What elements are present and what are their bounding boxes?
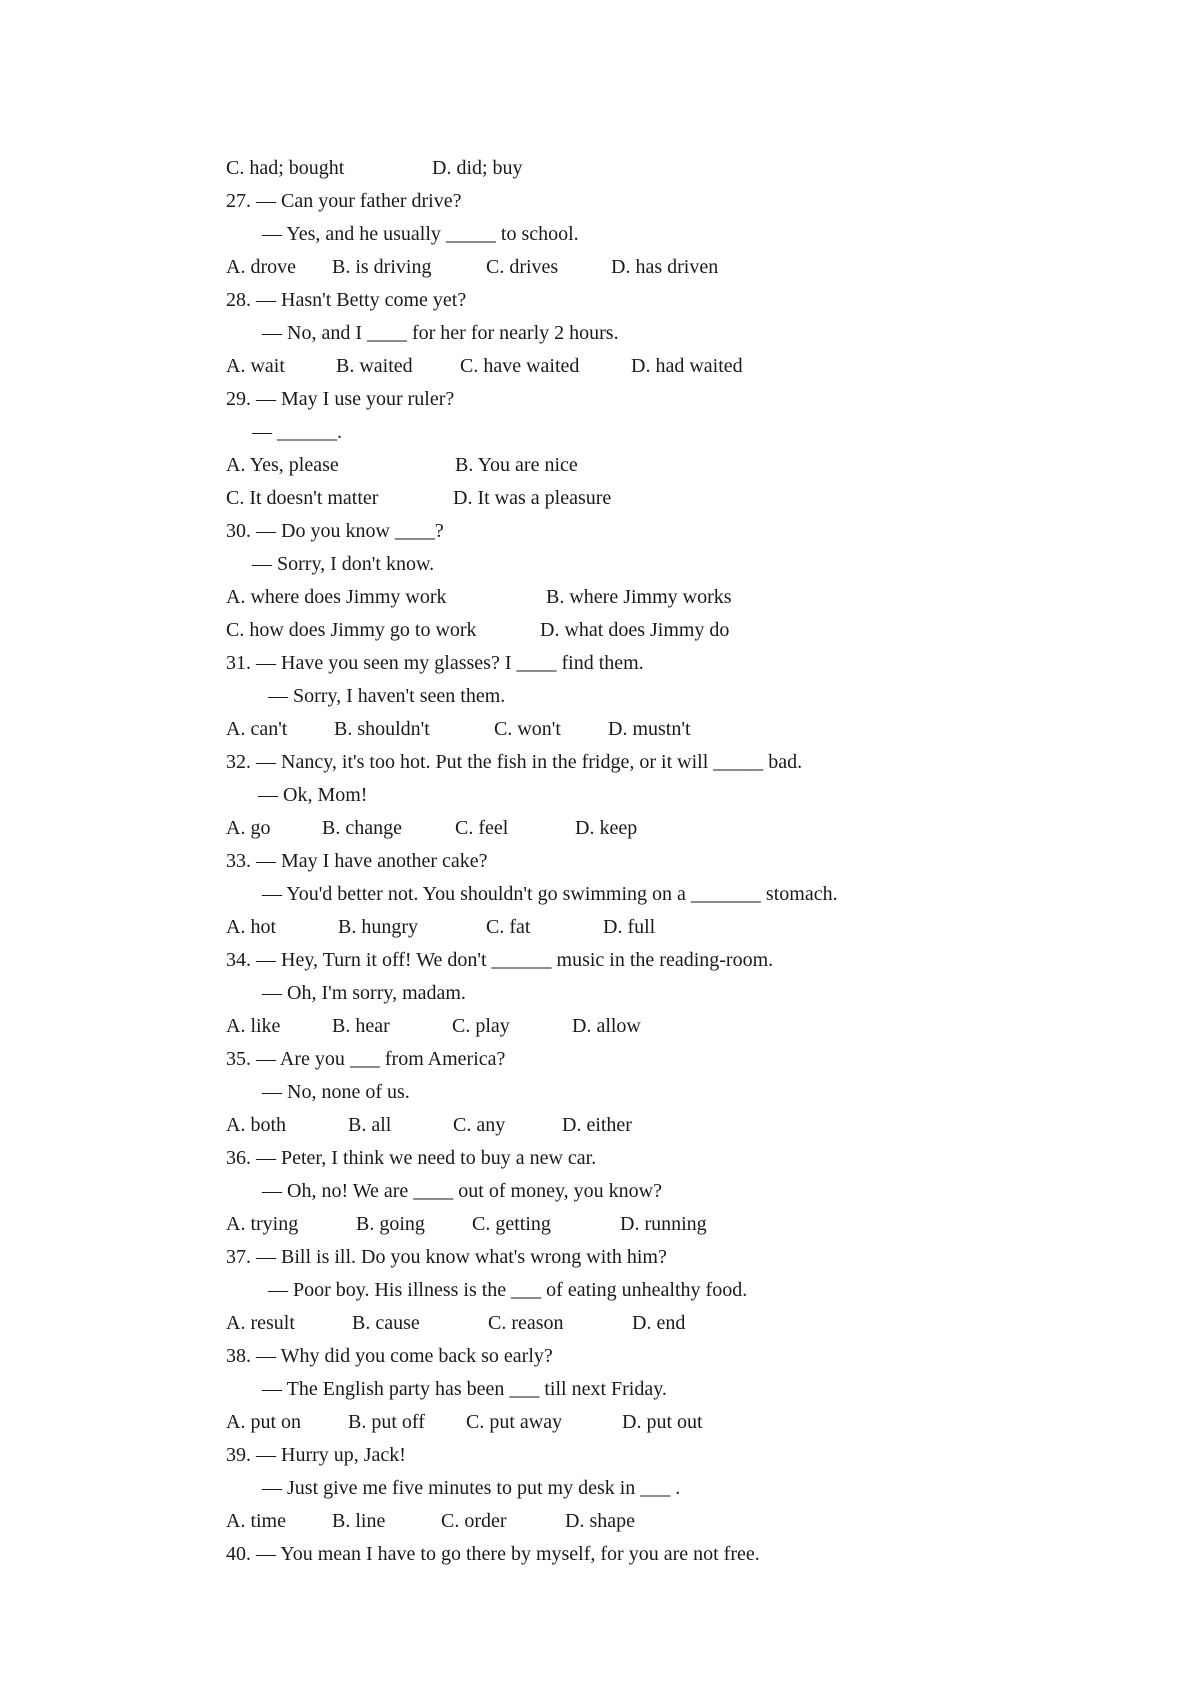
q33-response: — You'd better not. You shouldn't go swimming on a _______ stomach. — [262, 883, 838, 905]
q37-option-a: A. result — [226, 1312, 295, 1334]
q27-option-d: D. has driven — [611, 256, 719, 278]
q38-option-d: D. put out — [622, 1411, 703, 1433]
q37-response: — Poor boy. His illness is the ___ of eating unhealthy food. — [268, 1279, 748, 1301]
q36-question: 36. — Peter, I think we need to buy a new car. — [226, 1147, 597, 1169]
q31-question: 31. — Have you seen my glasses? I ____ find them. — [226, 652, 644, 674]
q36-option-b: B. going — [356, 1213, 425, 1235]
q30-option-c: C. how does Jimmy go to work — [226, 619, 477, 641]
q35-option-b: B. all — [348, 1114, 392, 1136]
q36-option-d: D. running — [620, 1213, 707, 1235]
q37-option-d: D. end — [632, 1312, 686, 1334]
q34-option-a: A. like — [226, 1015, 281, 1037]
q27-option-a: A. drove — [226, 256, 296, 278]
q31-response: — Sorry, I haven't seen them. — [268, 685, 506, 707]
q38-option-a: A. put on — [226, 1411, 301, 1433]
q30-option-a: A. where does Jimmy work — [226, 586, 447, 608]
q36-option-c: C. getting — [472, 1213, 551, 1235]
q33-option-a: A. hot — [226, 916, 276, 938]
q28-option-a: A. wait — [226, 355, 285, 377]
q32-option-b: B. change — [322, 817, 402, 839]
q32-response: — Ok, Mom! — [258, 784, 368, 806]
q29-response: — ______. — [252, 421, 342, 443]
q37-question: 37. — Bill is ill. Do you know what's wrong with him? — [226, 1246, 667, 1268]
q35-option-c: C. any — [453, 1114, 506, 1136]
q32-option-d: D. keep — [575, 817, 638, 839]
q28-question: 28. — Hasn't Betty come yet? — [226, 289, 467, 311]
q28-response: — No, and I ____ for her for nearly 2 hours. — [262, 322, 619, 344]
q28-option-b: B. waited — [336, 355, 413, 377]
q39-option-c: C. order — [441, 1510, 507, 1532]
q32-option-c: C. feel — [455, 817, 509, 839]
q31-option-a: A. can't — [226, 718, 288, 740]
q35-option-a: A. both — [226, 1114, 286, 1136]
q29-question: 29. — May I use your ruler? — [226, 388, 455, 410]
q27-option-c: C. drives — [486, 256, 559, 278]
q38-question: 38. — Why did you come back so early? — [226, 1345, 553, 1367]
q26-option-d: D. did; buy — [432, 157, 523, 179]
q31-option-d: D. mustn't — [608, 718, 691, 740]
q39-option-a: A. time — [226, 1510, 286, 1532]
q32-question: 32. — Nancy, it's too hot. Put the fish in the fridge, or it will _____ bad. — [226, 751, 803, 773]
q35-option-d: D. either — [562, 1114, 632, 1136]
q28-option-d: D. had waited — [631, 355, 743, 377]
q31-option-b: B. shouldn't — [334, 718, 430, 740]
q38-option-c: C. put away — [466, 1411, 563, 1433]
q30-question: 30. — Do you know ____? — [226, 520, 444, 542]
q39-option-b: B. line — [332, 1510, 386, 1532]
q28-option-c: C. have waited — [460, 355, 580, 377]
q37-option-c: C. reason — [488, 1312, 564, 1334]
q35-response: — No, none of us. — [262, 1081, 410, 1103]
q30-option-b: B. where Jimmy works — [546, 586, 732, 608]
q33-question: 33. — May I have another cake? — [226, 850, 488, 872]
q35-question: 35. — Are you ___ from America? — [226, 1048, 506, 1070]
q34-option-d: D. allow — [572, 1015, 641, 1037]
q29-option-c: C. It doesn't matter — [226, 487, 379, 509]
q27-response: — Yes, and he usually _____ to school. — [262, 223, 579, 245]
q34-option-b: B. hear — [332, 1015, 390, 1037]
q34-question: 34. — Hey, Turn it off! We don't ______ music in the reading-room. — [226, 949, 774, 971]
q33-option-c: C. fat — [486, 916, 531, 938]
q30-option-d: D. what does Jimmy do — [540, 619, 730, 641]
q31-option-c: C. won't — [494, 718, 561, 740]
q34-response: — Oh, I'm sorry, madam. — [262, 982, 466, 1004]
q26-option-c: C. had; bought — [226, 157, 345, 179]
q38-response: — The English party has been ___ till next Friday. — [262, 1378, 667, 1400]
q30-response: — Sorry, I don't know. — [252, 553, 435, 575]
q39-response: — Just give me five minutes to put my desk in ___ . — [262, 1477, 681, 1499]
q39-question: 39. — Hurry up, Jack! — [226, 1444, 406, 1466]
q29-option-b: B. You are nice — [455, 454, 578, 476]
q39-option-d: D. shape — [565, 1510, 635, 1532]
q34-option-c: C. play — [452, 1015, 510, 1037]
q33-option-d: D. full — [603, 916, 656, 938]
q27-question: 27. — Can your father drive? — [226, 190, 462, 212]
q37-option-b: B. cause — [352, 1312, 420, 1334]
q32-option-a: A. go — [226, 817, 271, 839]
q27-option-b: B. is driving — [332, 256, 432, 278]
q33-option-b: B. hungry — [338, 916, 418, 938]
q29-option-a: A. Yes, please — [226, 454, 339, 476]
q29-option-d: D. It was a pleasure — [453, 487, 612, 509]
q36-option-a: A. trying — [226, 1213, 299, 1235]
q38-option-b: B. put off — [348, 1411, 425, 1433]
q40-question: 40. — You mean I have to go there by myself, for you are not free. — [226, 1543, 760, 1565]
q36-response: — Oh, no! We are ____ out of money, you know? — [262, 1180, 662, 1202]
